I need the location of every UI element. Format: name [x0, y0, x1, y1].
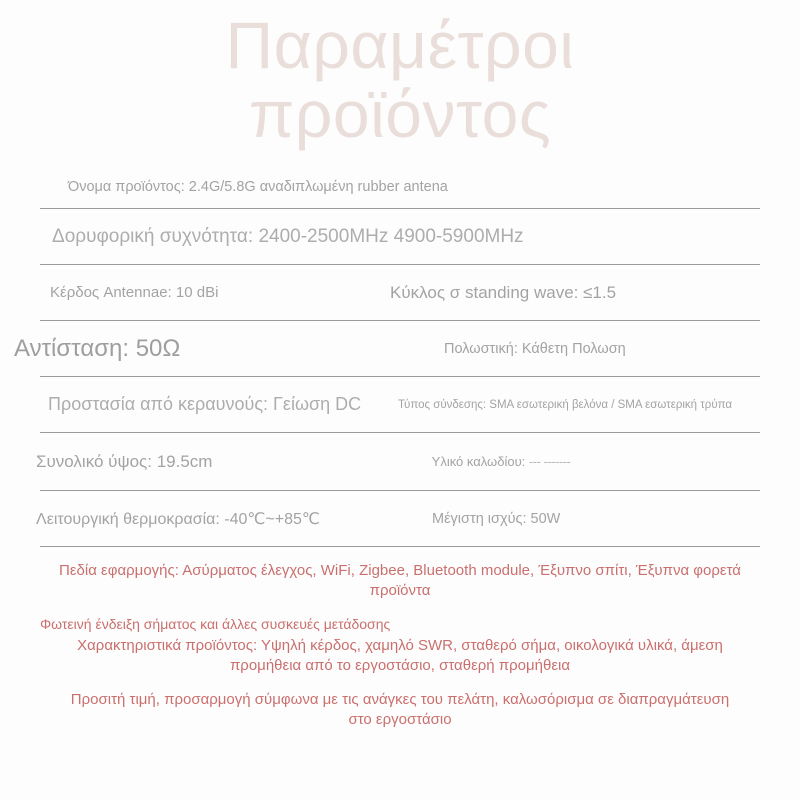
- page-title-line-2: προϊόντος: [248, 77, 552, 152]
- table-row-lightning-connector: [0, 377, 800, 433]
- table-row-temperature-power: [0, 491, 800, 547]
- lightning-protection-value: Προστασία από κεραυνούς: Γείωση DC: [48, 394, 362, 415]
- connector-type-value: Τύπος σύνδεσης: SMA εσωτερική βελόνα / SMA εσωτερική τρύπα: [398, 398, 733, 411]
- cable-material-value: --- -------: [528, 453, 571, 469]
- standing-wave-value: Κύκλος σ standing wave: ≤1.5: [390, 282, 617, 302]
- antenna-gain-value: Κέρδος Antennae: 10 dBi: [50, 284, 219, 302]
- cable-material-label: Υλικό καλωδίου:: [431, 453, 526, 469]
- product-features-text: Χαρακτηριστικά προϊόντος: Υψηλή κέρδος, χαμηλό SWR, σταθερό σήμα, οικολογικά υλικά, άμεση προμήθεια από το εργοστάσιο, σταθερή προμήθεια: [77, 636, 723, 674]
- impedance-value: Αντίσταση: 50Ω: [14, 334, 181, 362]
- max-power-value: Μέγιστη ισχύς: 50W: [432, 510, 561, 527]
- page-title: [0, 0, 800, 152]
- product-name-value: Όνομα προϊόντος: 2.4G/5.8G αναδιπλωμένη rubber antena: [68, 178, 448, 195]
- pricing-text: Προσιτή τιμή, προσαρμογή σύμφωνα με τις ανάγκες του πελάτη, καλωσόρισμα σε διαπραγμάτευση στο εργοστάσιο: [70, 690, 730, 728]
- polarization-value: Πολωστική: Κάθετη Πολωση: [444, 340, 626, 357]
- cable-material-cell: [386, 453, 616, 471]
- table-row-impedance-polarization: [0, 321, 800, 377]
- specification-table: [0, 165, 800, 547]
- applications-text: Πεδία εφαρμογής: Ασύρματος έλεγχος, WiFi, Zigbee, Bluetooth module, Έξυπνο σπίτι, Έξυπνα φορετά προϊόντα: [59, 561, 741, 599]
- table-row-height-cable: [0, 433, 800, 491]
- total-height-value: Συνολικό ύψος: 19.5cm: [36, 451, 213, 471]
- page-title-line-1: Παραμέτροι: [225, 8, 575, 82]
- table-row-product-name: [0, 165, 800, 209]
- table-row-frequency: [0, 209, 800, 265]
- signal-indicator-text: Φωτεινή ένδειξη σήματος και άλλες συσκευές μετάδοσης: [40, 615, 391, 632]
- frequency-value: Δορυφορική συχνότητα: 2400-2500MHz 4900-5900MHz: [52, 225, 524, 247]
- operating-temperature-value: Λειτουργική θερμοκρασία: -40℃~+85℃: [36, 510, 320, 528]
- table-row-gain-swr: [0, 265, 800, 321]
